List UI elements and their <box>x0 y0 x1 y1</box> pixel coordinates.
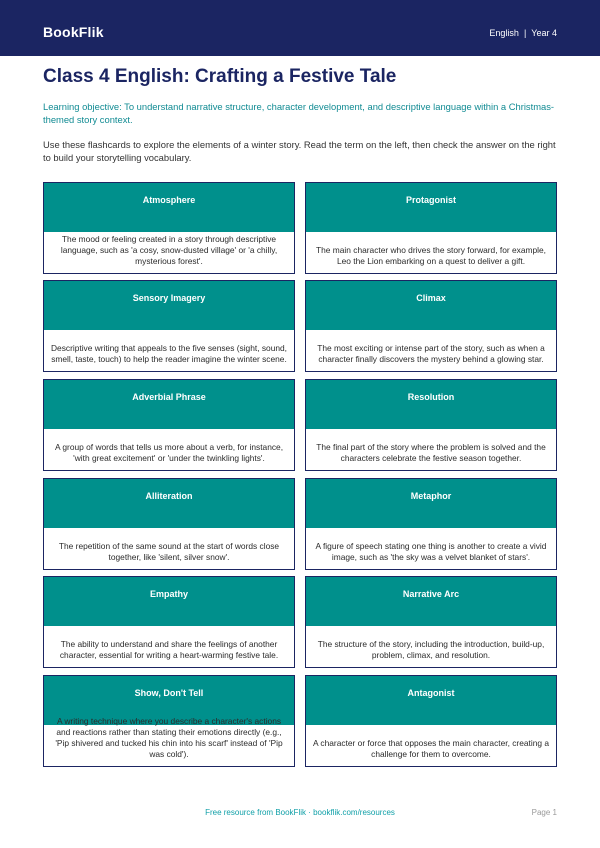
flashcard-definition: A writing technique where you describe a character's actions and reactions rather than stating their emotions directly (e.g., 'Pip shivered and tucked his chin into his scarf' instead of 'Pip was cold'). <box>55 716 283 759</box>
flashcard-term: Empathy <box>44 577 294 626</box>
flashcard <box>43 576 295 668</box>
flashcard-definition: Descriptive writing that appeals to the five senses (sight, sound, smell, taste, touch) to help the reader imagine the winter scene. <box>50 343 288 364</box>
flashcard-definition: The main character who drives the story forward, for example, Leo the Lion embarking on a quest to deliver a gift. <box>316 245 546 266</box>
footer-link[interactable]: Free resource from BookFlik · bookflik.com/resources <box>205 808 395 817</box>
top-bar <box>0 0 600 56</box>
flashcard-definition: The structure of the story, including the introduction, build-up, problem, climax, and resolution. <box>317 639 545 660</box>
page-title: Class 4 English: Crafting a Festive Tale <box>43 66 397 87</box>
flashcard <box>43 379 295 471</box>
learning-objective: Learning objective: To understand narrative structure, character development, and descriptive language within a Christmas-themed story context. <box>43 101 555 125</box>
flashcard <box>305 280 557 372</box>
flashcard <box>305 379 557 471</box>
flashcard-term: Alliteration <box>44 479 294 528</box>
flashcard-term: Show, Don't Tell <box>44 676 294 725</box>
flashcard-definition: The ability to understand and share the feelings of another character, essential for writing a heart-warming festive tale. <box>59 639 279 660</box>
flashcard <box>43 675 295 767</box>
subject-label: English <box>489 28 519 38</box>
flashcard-term: Adverbial Phrase <box>44 380 294 429</box>
flashcard-term: Narrative Arc <box>306 577 556 626</box>
flashcard-term: Atmosphere <box>44 183 294 232</box>
flashcard-definition: The most exciting or intense part of the story, such as when a character finally discovers the mystery behind a glowing star. <box>317 343 545 364</box>
flashcard-definition: A character or force that opposes the main character, creating a challenge for them to overcome. <box>312 738 550 759</box>
flashcard <box>305 675 557 767</box>
flashcard-definition: The repetition of the same sound at the start of words close together, like 'silent, silver snow'. <box>58 541 280 562</box>
flashcard-definition: A figure of speech stating one thing is another to create a vivid image, such as 'the sky was a velvet blanket of stars'. <box>315 541 547 562</box>
flashcard <box>43 280 295 372</box>
year-label: Year 4 <box>531 28 557 38</box>
flashcard <box>305 576 557 668</box>
flashcard-term: Resolution <box>306 380 556 429</box>
flashcard <box>43 478 295 570</box>
flashcard <box>43 182 295 274</box>
intro-text: Use these flashcards to explore the elements of a winter story. Read the term on the left, then check the answer on the right to build your storytelling vocabulary. <box>43 139 556 163</box>
flashcard-definition: The final part of the story where the problem is solved and the characters celebrate the festive season together. <box>316 442 546 463</box>
subject-year-label: English | Year 4 <box>489 28 557 38</box>
flashcard-term: Protagonist <box>306 183 556 232</box>
brand-logo: BookFlik <box>43 24 104 40</box>
flashcard <box>305 478 557 570</box>
flashcard-term: Climax <box>306 281 556 330</box>
flashcard <box>305 182 557 274</box>
flashcard-term: Metaphor <box>306 479 556 528</box>
flashcard-term: Antagonist <box>306 676 556 725</box>
flashcard-definition: A group of words that tells us more about a verb, for instance, 'with great excitement' or 'under the twinkling lights'. <box>54 442 284 463</box>
flashcard-term: Sensory Imagery <box>44 281 294 330</box>
flashcard-definition: The mood or feeling created in a story through descriptive language, such as 'a cosy, snow-dusted village' or 'a chilly, mysterious forest'. <box>60 234 278 266</box>
page-number: Page 1 <box>531 808 557 817</box>
